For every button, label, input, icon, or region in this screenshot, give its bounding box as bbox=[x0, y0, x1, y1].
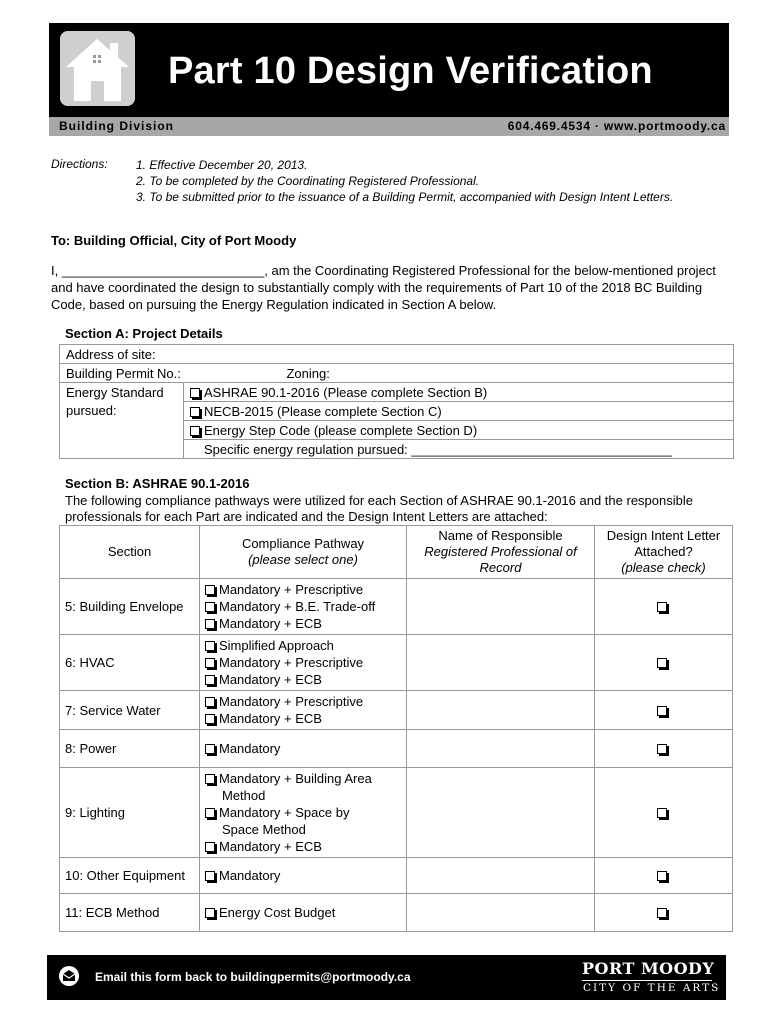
division-label: Building Division bbox=[59, 119, 174, 133]
port-moody-logo-text: PORT MOODY bbox=[582, 959, 715, 978]
compliance-table bbox=[59, 525, 733, 932]
address-label: Address of site: bbox=[66, 346, 156, 362]
section-cell: 7: Service Water bbox=[60, 691, 200, 730]
checkbox[interactable] bbox=[205, 714, 215, 724]
checkbox[interactable] bbox=[657, 706, 667, 716]
table-row bbox=[60, 894, 733, 932]
zoning-label: Zoning: bbox=[286, 365, 330, 381]
specific-regulation-field[interactable]: Specific energy regulation pursued: ____________________________________ bbox=[184, 440, 734, 459]
professional-name-field[interactable] bbox=[407, 768, 595, 858]
header-pathway: Compliance Pathway (please select one) bbox=[200, 526, 407, 579]
header-section: Section bbox=[60, 526, 200, 579]
contact-info: 604.469.4534 · www.portmoody.ca bbox=[507, 119, 726, 133]
directions-label: Directions: bbox=[51, 157, 108, 171]
letter-attached-cell bbox=[595, 894, 733, 932]
letter-attached-cell bbox=[595, 635, 733, 691]
section-b-title: Section B: ASHRAE 90.1-2016 bbox=[65, 476, 250, 491]
page-title: Part 10 Design Verification bbox=[168, 50, 653, 92]
checkbox[interactable] bbox=[205, 842, 215, 852]
checkbox[interactable] bbox=[205, 585, 215, 595]
header-name: Name of Responsible Registered Professional of Record bbox=[407, 526, 595, 579]
section-cell: 11: ECB Method bbox=[60, 894, 200, 932]
checkbox[interactable] bbox=[657, 808, 667, 818]
checkbox[interactable] bbox=[657, 602, 667, 612]
checkbox[interactable] bbox=[205, 774, 215, 784]
project-details-table bbox=[59, 344, 734, 459]
checkbox[interactable] bbox=[205, 602, 215, 612]
zoning-field[interactable] bbox=[196, 364, 733, 383]
table-row bbox=[60, 768, 733, 858]
professional-name-field[interactable] bbox=[407, 730, 595, 768]
table-row bbox=[60, 858, 733, 894]
checkbox[interactable] bbox=[205, 641, 215, 651]
direction-item: 3. To be submitted prior to the issuance of a Building Permit, accompanied with Design Intent Letters. bbox=[136, 190, 674, 204]
pathway-cell: Mandatory + Prescriptive Mandatory + ECB bbox=[200, 691, 407, 730]
option-necb[interactable]: NECB-2015 (Please complete Section C) bbox=[184, 402, 734, 421]
professional-name-field[interactable] bbox=[407, 894, 595, 932]
checkbox[interactable] bbox=[205, 908, 215, 918]
professional-name-field[interactable] bbox=[407, 579, 595, 635]
section-cell: 8: Power bbox=[60, 730, 200, 768]
checkbox[interactable] bbox=[205, 675, 215, 685]
letter-attached-cell bbox=[595, 691, 733, 730]
pathway-cell: Energy Cost Budget bbox=[200, 894, 407, 932]
option-step-code[interactable]: Energy Step Code (please complete Section D) bbox=[184, 421, 734, 440]
directions-list bbox=[136, 157, 673, 205]
letter-attached-cell bbox=[595, 730, 733, 768]
section-a-title: Section A: Project Details bbox=[65, 326, 223, 341]
checkbox[interactable] bbox=[657, 658, 667, 668]
checkbox[interactable] bbox=[205, 871, 215, 881]
letter-attached-cell bbox=[595, 768, 733, 858]
direction-item: 2. To be completed by the Coordinating Registered Professional. bbox=[136, 174, 480, 188]
option-ashrae[interactable]: ASHRAE 90.1-2016 (Please complete Section B) bbox=[184, 383, 734, 402]
checkbox[interactable] bbox=[190, 388, 200, 398]
pathway-cell: Mandatory + Prescriptive Mandatory + B.E. Trade-off Mandatory + ECB bbox=[200, 579, 407, 635]
table-row bbox=[60, 691, 733, 730]
declaration-text: I, ____________________________, am the Coordinating Registered Professional for the below-mentioned project and have coordinated the design to substantially comply with the requirements of Part 10 of the 2018 BC Building Code, based on pursuing the Energy Regulation indicated in Section A below. bbox=[51, 263, 716, 312]
pathway-cell: Mandatory bbox=[200, 858, 407, 894]
envelope-icon bbox=[58, 965, 80, 992]
table-row bbox=[60, 730, 733, 768]
footer-email-link[interactable]: Email this form back to buildingpermits@portmoody.ca bbox=[95, 970, 411, 984]
city-of-the-arts-text: CITY OF THE ARTS bbox=[583, 982, 721, 994]
checkbox[interactable] bbox=[190, 407, 200, 417]
checkbox[interactable] bbox=[657, 871, 667, 881]
header-letter: Design Intent Letter Attached? (please check) bbox=[595, 526, 733, 579]
checkbox[interactable] bbox=[657, 908, 667, 918]
checkbox[interactable] bbox=[205, 658, 215, 668]
logo-divider bbox=[582, 980, 712, 981]
checkbox[interactable] bbox=[205, 744, 215, 754]
energy-standard-label: Energy Standard pursued: bbox=[60, 383, 184, 459]
section-cell: 10: Other Equipment bbox=[60, 858, 200, 894]
checkbox[interactable] bbox=[657, 744, 667, 754]
checkbox[interactable] bbox=[205, 697, 215, 707]
professional-name-field[interactable] bbox=[407, 858, 595, 894]
permit-no-label: Building Permit No.: bbox=[66, 365, 181, 381]
section-cell: 5: Building Envelope bbox=[60, 579, 200, 635]
section-cell: 6: HVAC bbox=[60, 635, 200, 691]
professional-name-field[interactable] bbox=[407, 635, 595, 691]
pathway-cell: Simplified Approach Mandatory + Prescriptive Mandatory + ECB bbox=[200, 635, 407, 691]
permit-no-field[interactable] bbox=[60, 364, 197, 383]
pathway-cell: Mandatory + Building Area Method Mandatory + Space by Space Method Mandatory + ECB bbox=[200, 768, 407, 858]
address-field[interactable] bbox=[60, 345, 734, 364]
professional-name-field[interactable] bbox=[407, 691, 595, 730]
direction-item: 1. Effective December 20, 2013. bbox=[136, 158, 308, 172]
checkbox[interactable] bbox=[190, 426, 200, 436]
table-row bbox=[60, 635, 733, 691]
section-b-intro: The following compliance pathways were utilized for each Section of ASHRAE 90.1-2016 and the responsible professionals for each Part are indicated and the Design Intent Letters are attached: bbox=[65, 493, 693, 524]
pathway-cell: Mandatory bbox=[200, 730, 407, 768]
addressee-line: To: Building Official, City of Port Moody bbox=[51, 233, 297, 248]
letter-attached-cell bbox=[595, 579, 733, 635]
checkbox[interactable] bbox=[205, 619, 215, 629]
table-row bbox=[60, 579, 733, 635]
letter-attached-cell bbox=[595, 858, 733, 894]
section-cell: 9: Lighting bbox=[60, 768, 200, 858]
checkbox[interactable] bbox=[205, 808, 215, 818]
house-icon bbox=[60, 31, 135, 106]
